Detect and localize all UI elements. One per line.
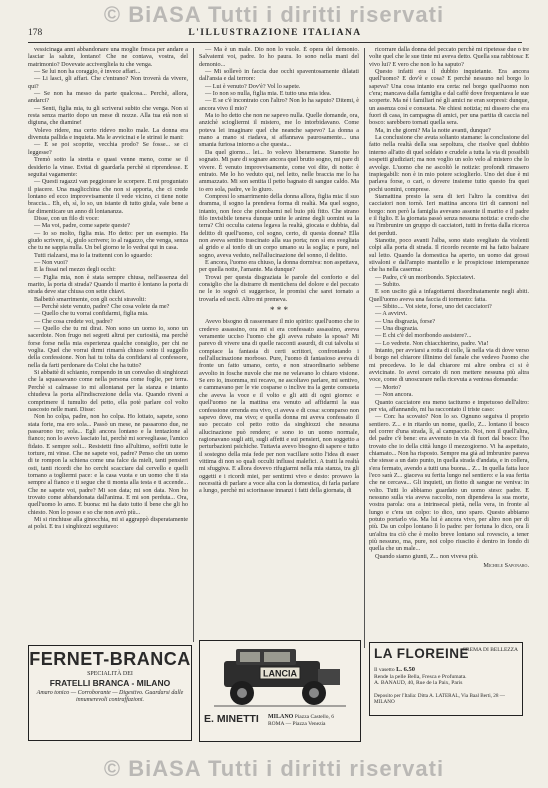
paragraph: — Li lasci, gli affari. Che c'entrano? Non troverà da vivere, qui?: [28, 75, 188, 90]
fernet-title: FERNET-BRANCA: [29, 649, 191, 669]
paragraph: — Lo vedrete. Non chiacchierino, padre. Via!: [375, 339, 489, 347]
column-rule-1: [193, 48, 194, 642]
minetti-name: E. MINETTI: [204, 713, 259, 725]
page-header: [28, 28, 522, 43]
section-separator: * * *: [270, 305, 288, 316]
paragraph: — Quello che tu mi dirai. Non sono un uomo io, sono un sacerdote. Non frugo nei segreti altrui per curiosità, ma perchè forse forse nella mia esperienza qualche consiglio, per chi ne voglia. Quel che vorrai dirmi rimarrà chiuso sotto il suggello della confessione. Non hai tu tolta da confidarsi al confessore, nella da farti perdonare da Colui che ha tutto?: [28, 325, 188, 369]
paragraph: Tremò sotto la stretta e quasi venne meno, come se il desiderio la vinse. Evitai di guardarla perchè si riprendesse. E seguitai vagamente:: [28, 156, 188, 178]
paragraph: Ma io ho detto che non ne sapevo nulla. Quelle domande, ora, anzichè sciogliermi il mistero, me lo intorbidavano. Come poteva lei imaginare quel che neanche sapevo? La donna a mano a mano si riadava, si affannava paurosamente... una smania furiosa intorno a che questa...: [199, 112, 359, 149]
paragraph: vessicinaga anni abbandonare una moglie fresca per andare a lasciar la salute, lontano! Che ne contava, vostra, del matrimonio? Dovevate accivergliela tu che venga.: [28, 46, 188, 68]
paragraph: — E chi c'è del moribondo assistere?...: [375, 332, 472, 340]
paragraph: — Sibito.... Voi siete, forse, uno dei cacciatori?: [375, 303, 492, 311]
paragraph: — Se lui non ha coraggio, è invece affari...: [34, 68, 141, 76]
paragraph: — Senti, figlia mia, tu gli scriverai subito che venga. Non si resta senza marito dopo un mese di nozze. Alla tua età non si digiuna, che diamine!: [28, 104, 188, 127]
watermark-bottom: © BiASA Tutti i diritti riservati: [103, 756, 445, 781]
minetti-address: Piazza Castello, 6: [294, 714, 334, 720]
floreine-price: L. 6.50: [396, 666, 416, 673]
column-1-text: [28, 46, 188, 531]
paragraph: Quanto cacciatore era meno taciturno e impetuoso dell'altro: per via, affannando, mi ha raccontato il triste caso:: [369, 398, 529, 413]
paragraph: La conclusione che avuta soltanto stamane: la conclusione del fatto nella realtà della sua sepoltura, che risolve quel dubbio interno all'atto di quel soldato e crudele a tutta la via di possibili sospetti giudiziari; ma non voglio un solo velo al mistero che lo avvolge. L'uomo che ne ascoltò le notizie: profondi rimasero inspiegabili: non è in mio potere scioglierlo. Uno dei due è mi parlava forse, o cari, o dovere insieme tutto questo fra quei pochi uomini, comprese.: [369, 134, 529, 193]
watermark-top: © BiASA Tutti i diritti riservati: [103, 2, 445, 27]
minetti-contact: [268, 714, 334, 727]
paragraph: Disse, con un filo di voce:: [34, 214, 99, 222]
car-illustration-icon: [214, 647, 346, 709]
paragraph: Da quel giorno... lei... Io volevo liberarmene. Stanotte ho sognato. Mi pare di sognare ancora quel brutto sogno, mi pare di vivere. È venuto improvvisamente, come voi dite, di notte: è entrato. Me lo ho veduto qui, nel letto, nelle braccia me lo ha ammazzato. Mi son sentita il petto bagnato di sangue caldo. Ma io ero sola, padre, ve lo giuro.: [199, 148, 359, 193]
floreine-title: LA FLOREINE: [374, 646, 469, 661]
paragraph: Ma, in che giorni? Ma la notte avanti, dunque?: [375, 126, 491, 134]
paragraph: — Mi sollevò in faccia due occhi spaventosamente dilatati dall'ansia e dal terrore:: [199, 68, 359, 83]
paragraph: — Io non so nulla, figlia mia. E tutto una mia idea.: [205, 90, 332, 98]
advert-minetti: [199, 640, 361, 742]
paragraph: — Morto?: [375, 383, 401, 391]
paragraph: — Ma è un male. Dio non lo vuole. È opera del demonio. Salvatemi voi, padre. Io ho paura. Io sono nella mani del demonio...: [199, 46, 359, 68]
minetti-note: ROMA — Piazza Venezia: [268, 720, 326, 727]
paragraph: — Non vuoi?: [34, 258, 68, 266]
fernet-subtitle: SPECIALITÀ DEI: [87, 671, 133, 677]
paragraph: Compresi lo smarrimento della donna allora, figlia mia: il suo dramma, il sogno la prendeva forma di realtà. Ma quel sogno, intanto, non fece che piombarmi nel buio più fitto. Che strano filo invisibile teneva dunque unite le anime degli uomini su la terra? Chi occulta catena legava la realtà, giocata e dubbia, dal delitto di quell'uomo, col sogno, certo, di questa donna? Ella non aveva sentito trascinato alla sua porta; non sì era svegliata al grido e al tonfo di un corpo umano su la soglia; e pure, nel sogno, aveva veduto, nell'allucinazione del sonno, il delitto.: [199, 192, 359, 259]
paragraph: ricorrare dalla donna del peccato perchè mi ripetesse due o tre volte quel che le sue tinte mi aveva detto. Quella sua rabbiosa: E vivo lui? E vero che non lo ha saputo?: [369, 46, 529, 68]
paragraph: — Lui è venuto? Dov'è? Vol lo sapete.: [205, 82, 301, 90]
column-3-text: [369, 46, 529, 560]
paragraph: E la fissai nel mezzo degli occhi:: [34, 266, 116, 274]
floreine-label: Il vasetto: [374, 667, 395, 673]
paragraph: Non ho colpa, padre, non ho colpa. Ho lottato, sapete, sono stata forte, ma ero sola... Passò un mese, ne passarono due, ne passarono tre; sola... Egli ancora lontano e la tentazione al fianco; non lo avevo lasciato lui, perchè mi sorvegliasse, l'amico fidato. E sempre soli... Resistetti fino all'ultimo, soffrii tutte le torture, mi vinse. Che ne sapete voi, padre? Penso che un uomo di te rompon la schiena come una falce da mieli, tanti pensieri osti, tanti ricordi che ho cerchi scacciare dal cervello e quelli tornano a togliermi pace: e la casa vuota e un uomo che ti sta sempre al fianco e ti segue che ti monta alla testa e ti accende... Che ne sapete voi, padre? Mi son data; mi son data. Non ho trovato come abbandonata dall'anima. E mi son perduta... Ora, quell'uomo lo amo. E buona: mi ha dato tutto il bene che gli ho chiesto. Non lo posso e so che non avrò più...: [28, 413, 188, 516]
paragraph: — E se poi scoprite, vecchia prodo? Se fosse... se ci leggesse?: [28, 141, 188, 156]
paragraph: E ancora, l'uomo era chiuso, la donna dormiva: non aspettava, per quella notte, l'amante. Ma dunque?: [199, 258, 359, 274]
paragraph: — Figlia mia, non è stata sempre chiusa, nell'assenza del marito, la porta di strada? Quando il marito è lontano la porta di strada deve star chiusa con sette chiavi.: [28, 273, 188, 296]
paragraph: — Questi ragazzi van peggiorare le scorpere. E mi proguntato il piacere. Una maglicchina che non si apporta, che ci crede lontano ed ecco improvvisamente il vede vicino, ci tiene notte braccia... Eh, eh, sì, lo so, un istante di tutto giula, vale bene a far dimenticare un anno di lontananza.: [28, 178, 188, 215]
paragraph: — A avvirvi.: [375, 310, 408, 318]
page-number: 178: [28, 28, 43, 38]
paragraph: — Non ancora.: [375, 391, 413, 399]
paragraph: — Una disgrazia.: [375, 325, 419, 333]
floreine-body: [374, 667, 518, 687]
paragraph: — Padre, c'è un moribondo. Spicciatevi.: [375, 273, 476, 281]
author-signature: Michele Saponaro.: [483, 562, 529, 570]
paragraph: Stamattina presto la sera di ieri l'altro la comitiva dei cacciatori non tornò. Ieri mattina ancora tiri di cannoni nel borgo: non però la famiglia avevano assente il marito e il padre e il figlio. E la giornata passò senza nessuna notizia: e credo che su l'imbrunire un gruppo di cacciatori, tutti in fretta dalla ricerca dei perduti.: [369, 192, 529, 237]
floreine-tagline: CREMA DI BELLEZZA: [462, 647, 518, 653]
car-sign-text: LANCIA: [263, 668, 297, 679]
floreine-claim: Rende la pelle Bella, Fresca e Profumata.: [374, 673, 467, 680]
column-2: [199, 46, 359, 656]
paragraph: Balbettò smarrimente, con gli occhi stravolti:: [34, 295, 147, 303]
paragraph: — Perchè siete venuto, padre? Che cosa volete da me?: [34, 303, 170, 311]
paragraph: Questo infatti era il dubbio inquietante. Era ancora quell'uomo? E dov'è e cosa? E perchè nessuno nel borgo lo sapeva? Una cosa intanto era certa: nel borgo quell'uomo non c'era; mancava dalla famiglia e dal caffè dove frequentava le sue scoperte. Ma né i familiari né gli amici ne eran sorpresi: dunque, un assenza così e consueta. Ne chiesi notizia; mi dissero che era fuori di casa, in campagna di amici, per una partita di caccia nel bosco: sarebbero tornati quella sera.: [369, 68, 529, 127]
paragraph: Trovai per questa disgraziata le parole del conforto e del consiglio che la distrarre di mentichera del dolore e del peccato ne le io sognò ci suggerisce, le promisi che sarei tornato a trovarla ed uscii. Altro mi premeva.: [199, 273, 359, 303]
paragraph: Volevo ridere, ma certo ridevo molto male. La donna era divenuta pallida e inquieta. Ma le avvicinai e le strinsi le mani:: [28, 126, 188, 142]
paragraph: Stanotte, poco avanti l'alba, sono stato svegliato da violenti colpi alla porta di strada. Il ricordo recente mi ha fatto balzare sul letto. Quando la domestica ha aperto, un uomo dai grossi stivaloni e dall'ampio mantello e le prospiciose intemperanze che ha nella caserma:: [369, 236, 529, 274]
paragraph: Si abbattè di schianto, rompendo in un convulso di singhiozzi che la squassavano come nella persona come foglie, per terra. Perchè si calmasse io mi allontanai per la stanza e intanto chiudeva la porta all'indiscrezione della via. Quando rivenì a comprimere il tumulto del petto, ella potè parlare col volto nascosto nelle mani. Disse:: [28, 369, 188, 413]
paragraph: — Io so molto, figlia mia. Ho detto: per un esempio. Ha giudo scrivere, sì, giulo scrivere; io al ragazzo, che venga, senza che tu ne sappia nulla. Un bel giorno te lo vedrai qui in casa.: [28, 229, 188, 252]
fernet-maker: FRATELLI BRANCA - MILANO: [49, 678, 171, 688]
advert-fernet-branca: [28, 645, 192, 741]
floreine-seller: A. BANAUD, 40, Rue de la Paix, Paris: [374, 680, 463, 687]
paragraph: — E se c'è incontrato con l'altro? Non lo ha saputo? Ditemi, è ancora vivo il mio?: [199, 97, 359, 112]
floreine-agent: Deposito per l'Italia: Ditta A. LATERAL, Via Baal Berti, 28 — MILANO: [374, 693, 505, 706]
advert-la-floreine: [369, 642, 523, 716]
paragraph: — Se non ha messo da parte qualcosa... Perchè, allora, andarci?: [28, 90, 188, 105]
paragraph: — Subito.: [375, 281, 401, 288]
paragraph: — Che cosa credete voi, padre?: [34, 317, 113, 325]
magazine-title: L'ILLUSTRAZIONE ITALIANA: [188, 28, 362, 38]
column-2-text-top: [199, 46, 359, 303]
column-1: [28, 46, 188, 642]
minetti-city: MILANO: [268, 714, 294, 720]
paragraph: — Una disgrazia, forse?: [375, 317, 436, 325]
paragraph: E son uscito già a infagottarmi disordinatamente negli abiti. Quell'uomo aveva una faccia di tormento: fatta.: [369, 288, 529, 303]
paragraph: — Quello che tu vorrai confidarmi, figlia mia.: [34, 310, 149, 318]
paragraph: Mi si rinchiuse alla ginocchia, mi si aggrappò disperatamente ai polsi. E tra i singhiozzi seguitavo:: [28, 516, 188, 531]
paragraph: — Con: ha scovato? Non lo so. Ognuno seguiva il proprio sentiero. Z... e in ritardo un nome, quello, Z... lontano il bosco nel correr d'una strada, lì, al campaccio. Noi, non il quell'altra, del padre c'è bene: era avvenuto in via di fuori dal bosco: l'ho trovato che io della città lungo il mezzogiorno. Vi ha aspettato, chiamato... Non ha risposto. Sempre ma già ad imbrunire pareva che stesse a un dato punto, in quella strada d'andata, e in collera, s'era fermato, avendo a tutti una buona... Z... In quella fatta luce l'eco sarà Z... giaceva su ferita lungo nel sentiero: e la sua ferita che ne cercava... Gli inquieti, un fiotto di sangue ne veniva: in volto. Tutti lo abbiamo guardato un uomo steso: padre. E nessuno sulla via aveva raccolto, non dipendeva la sua morte, vostra parola: ora a intrinsecal pietà, nella vera, in fronte al lungo e c'era un colpo: io dico, uno sparo. Questo abbiamo potuto portarlo via. Ma lui è ancora vivo, per altro non per di più. Da un colpo lontano lì lo padre: per fortuna lo dico, ora lì un'altra tra ciò che è molto breve lontano sul rovescio, a tener più nessuno, ma, pure, noi colpo riuscito è dentro in fondo di quella che un male...: [369, 413, 529, 553]
paragraph: Avevo bisogno di rasserenare il mio spirito: quell'uomo che io credevo assassino, ora mi si era confessato assassino, aveva veramente ucciso l'uomo che gli aveva rubato la sposa? Mi parevo di vivere una di quelle racconti assurdi, di cui talvolta si compiace la fantasia di certi scrittori, confrontando i nell'allucinazione morboso. Pure, l'uomo di fantasioso aveva di fronte un fatto umano, certo, e non straordinario sebbene avvolto in fosche nuvole che me ne velavano lo chiaro visione. Se ero io, insomma, mi recavo, ne ascoltavo parlare, mi sentivo, e cammavano per le vie cosparse o inclive tra la gente consueta che aveva la voce e il volto e gli atti di ogni giorno: e quell'uomo ne la mattina era venuto ad affidarmi la sua confessione orrenda era vivo, ci aveva e di cosa: scomparso non sapevo dove, ma vivo; e quella donna mi aveva confessato il suo peccato col petto rotto da singhiozzi che nessuna allucinazione può rendere; e sono io un uomo normale, ragionavano sugli atti, sugli affetti e sui pensieri, non soggetto a perturbazioni psichiche. Tuttavia avevo bisogno di sapere e tutto il sostegno della mia fede per non vacillare sotto l'idea di esser vittima di non so quali occulti influssi malefici. A tratti la realtà mi sfuggiva. E allora dovevo rifugiarmi nella mia stanza, tra gli oggetti e i ricordi miei, per sentirmi vivo e desto: provavo la necessità di parlare a voce alta con la domestica, di farla parlare a lungo, perchè mi sciorinasse innanzi i fatti della giornata, di: [199, 318, 359, 495]
fernet-description: Amaro tonico — Corroborante — Digestivo. Guardarsi dalle innumerevoli contraffazioni.: [36, 690, 184, 703]
column-rule-2: [364, 48, 365, 648]
paragraph: — Ma voi, padre, come sapete queste?: [34, 222, 130, 230]
paragraph: Tutti rialzarsi, ma io la trattenni con lo sguardo:: [34, 251, 153, 259]
paragraph: Quando siamo giunti, Z... non viveva più.: [375, 552, 479, 560]
column-2-text-bottom: [199, 318, 359, 494]
column-3: [369, 46, 529, 658]
paragraph: Intanto, per avviarsi a rotta di colle, là nella via di dove verso il borgo nel chiarore illinimo del fanale che vedevo l'uomo che mi precedeva. Io le dal chiarore mi altre ombra ci si è avvicinate. Io avrei cercato di non mettere nessuna più altra voce, come di unoscurare nella ricevuta a ventosa domanda:: [369, 347, 529, 384]
